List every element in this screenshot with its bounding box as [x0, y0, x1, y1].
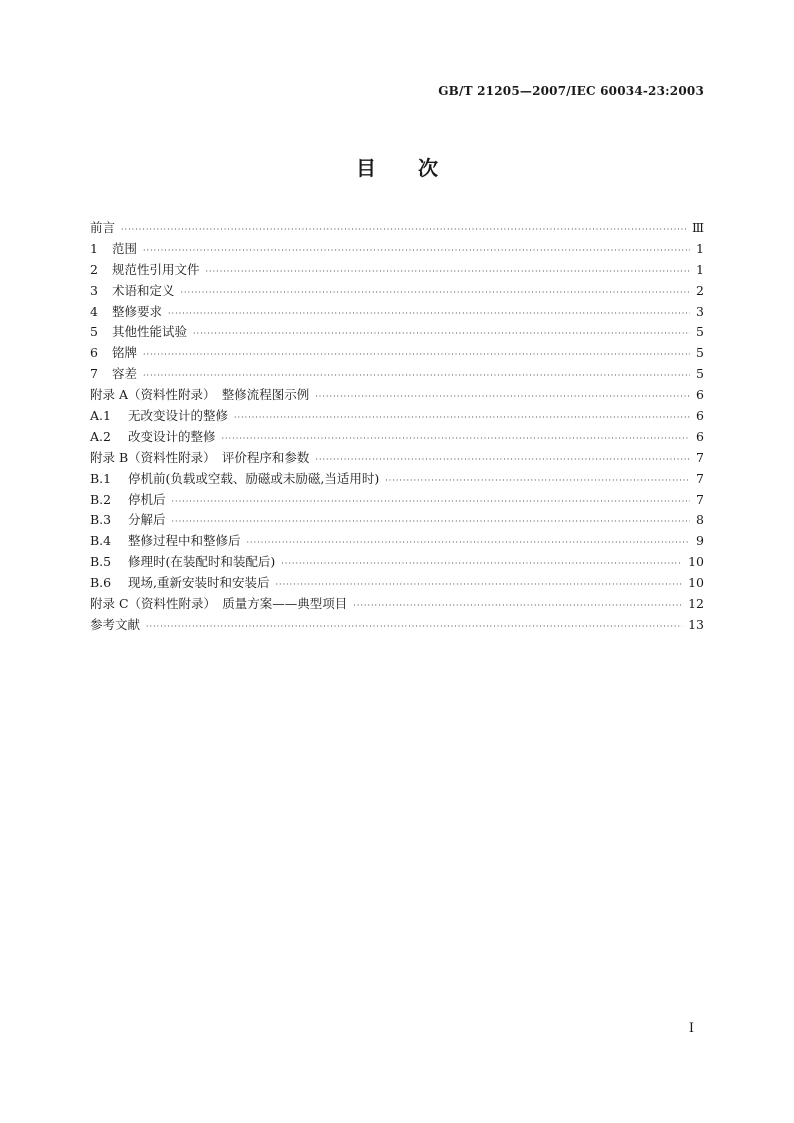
toc-entry-label: 分解后 [128, 512, 166, 528]
toc-entry-page: 9 [696, 533, 704, 549]
toc-entry-page: 3 [696, 303, 704, 319]
toc-entry-number: 6 [90, 345, 98, 361]
toc-entry[interactable] [90, 302, 704, 323]
toc-entry[interactable] [90, 385, 704, 406]
toc-entry-page: 7 [696, 449, 704, 465]
toc-entry[interactable] [90, 427, 704, 448]
toc-dot-leader [247, 533, 691, 554]
toc-entry-page: 5 [696, 345, 704, 361]
toc-dot-leader [143, 366, 690, 387]
toc-entry[interactable] [90, 239, 704, 260]
toc-entry[interactable] [90, 531, 704, 552]
toc-entry-page: 7 [696, 470, 704, 486]
toc-dot-leader [143, 241, 690, 262]
toc-dot-leader [146, 617, 682, 638]
toc-entry-page: 6 [696, 428, 704, 444]
toc-entry-number: B.1 [90, 470, 112, 486]
toc-dot-leader [193, 324, 690, 345]
toc-dot-leader [275, 575, 682, 596]
toc-entry[interactable] [90, 218, 704, 239]
toc-entry-number: 3 [90, 282, 98, 298]
toc-entry-page: 1 [696, 240, 704, 256]
toc-entry-number: B.6 [90, 575, 112, 591]
toc-entry-label: 整修过程中和整修后 [128, 533, 241, 549]
toc-entry-label: 改变设计的整修 [128, 428, 216, 444]
toc-dot-leader [222, 429, 691, 450]
toc-entry-number: A.2 [90, 428, 111, 444]
toc-dot-leader [181, 283, 691, 304]
toc-entry-page: Ⅲ [691, 220, 704, 235]
toc-dot-leader [353, 596, 682, 617]
toc-entry-label: 其他性能试验 [112, 324, 188, 340]
toc-entry[interactable] [90, 406, 704, 427]
toc-entry-label: 整修要求 [112, 303, 163, 319]
toc-dot-leader [281, 554, 682, 575]
toc-entry-label: 附录 C（资料性附录） 质量方案——典型项目 [90, 596, 348, 612]
toc-entry-label: 附录 A（资料性附录） 整修流程图示例 [90, 387, 310, 403]
toc-entry-page: 13 [688, 616, 704, 632]
toc-entry[interactable] [90, 281, 704, 302]
page-title: 目次 [356, 156, 480, 180]
toc-entry[interactable] [90, 594, 704, 615]
toc-entry-page: 2 [696, 282, 704, 298]
toc-entry-page: 10 [688, 554, 704, 570]
toc-entry[interactable] [90, 260, 704, 281]
toc-entry-page: 6 [696, 408, 704, 424]
toc-entry-page: 8 [696, 512, 704, 528]
toc-dot-leader [315, 450, 690, 471]
toc-entry-number: B.3 [90, 512, 112, 528]
toc-entry-number: 2 [90, 261, 98, 277]
toc-entry-label: 参考文献 [90, 616, 141, 632]
toc-entry-number: 7 [90, 366, 98, 382]
toc-entry-number: A.1 [90, 408, 111, 424]
toc-entry-label: 前言 [90, 220, 116, 235]
toc-entry-page: 7 [696, 491, 704, 507]
toc-entry[interactable] [90, 343, 704, 364]
toc-entry[interactable] [90, 469, 704, 490]
toc-entry[interactable] [90, 448, 704, 469]
toc-entry-page: 10 [688, 575, 704, 591]
page-number: I [688, 1021, 694, 1036]
toc-entry-label: 停机前(负载或空载、励磁或未励磁,当适用时) [128, 470, 380, 486]
toc-dot-leader [121, 220, 686, 241]
toc-entry[interactable] [90, 510, 704, 531]
toc-dot-leader [385, 471, 690, 492]
standard-code-header: GB/T 21205—2007/IEC 60034-23:2003 [438, 84, 704, 98]
toc-entry-label: 范围 [112, 240, 138, 256]
toc-dot-leader [206, 262, 691, 283]
toc-entry-number: B.2 [90, 491, 112, 507]
toc-entry-label: 术语和定义 [112, 282, 175, 298]
toc-entry[interactable] [90, 364, 704, 385]
toc-dot-leader [234, 408, 690, 429]
toc-entry-label: 铭牌 [112, 345, 138, 361]
toc-entry-label: 停机后 [128, 491, 166, 507]
toc-entry[interactable] [90, 552, 704, 573]
toc-entry-label: 规范性引用文件 [112, 261, 200, 277]
toc-entry[interactable] [90, 573, 704, 594]
toc-entry-page: 1 [696, 261, 704, 277]
toc-entry-label: 现场,重新安装时和安装后 [128, 575, 270, 591]
toc-entry-page: 6 [696, 387, 704, 403]
toc-entry-page: 5 [696, 324, 704, 340]
table-of-contents [90, 218, 704, 636]
toc-entry-label: 无改变设计的整修 [128, 408, 229, 424]
toc-entry-number: 5 [90, 324, 98, 340]
toc-entry[interactable] [90, 322, 704, 343]
toc-entry-number: 4 [90, 303, 98, 319]
toc-entry[interactable] [90, 615, 704, 636]
toc-dot-leader [168, 304, 690, 325]
toc-dot-leader [172, 512, 691, 533]
toc-entry-label: 修理时(在装配时和装配后) [128, 554, 276, 570]
toc-dot-leader [143, 345, 690, 366]
toc-entry-page: 5 [696, 366, 704, 382]
toc-entry-page: 12 [688, 596, 704, 612]
toc-entry[interactable] [90, 490, 704, 511]
toc-entry-label: 附录 B（资料性附录） 评价程序和参数 [90, 449, 310, 465]
toc-entry-number: B.5 [90, 554, 112, 570]
toc-entry-label: 容差 [112, 366, 138, 382]
toc-dot-leader [172, 492, 691, 513]
toc-dot-leader [315, 387, 690, 408]
toc-entry-number: 1 [90, 240, 98, 256]
toc-entry-number: B.4 [90, 533, 112, 549]
